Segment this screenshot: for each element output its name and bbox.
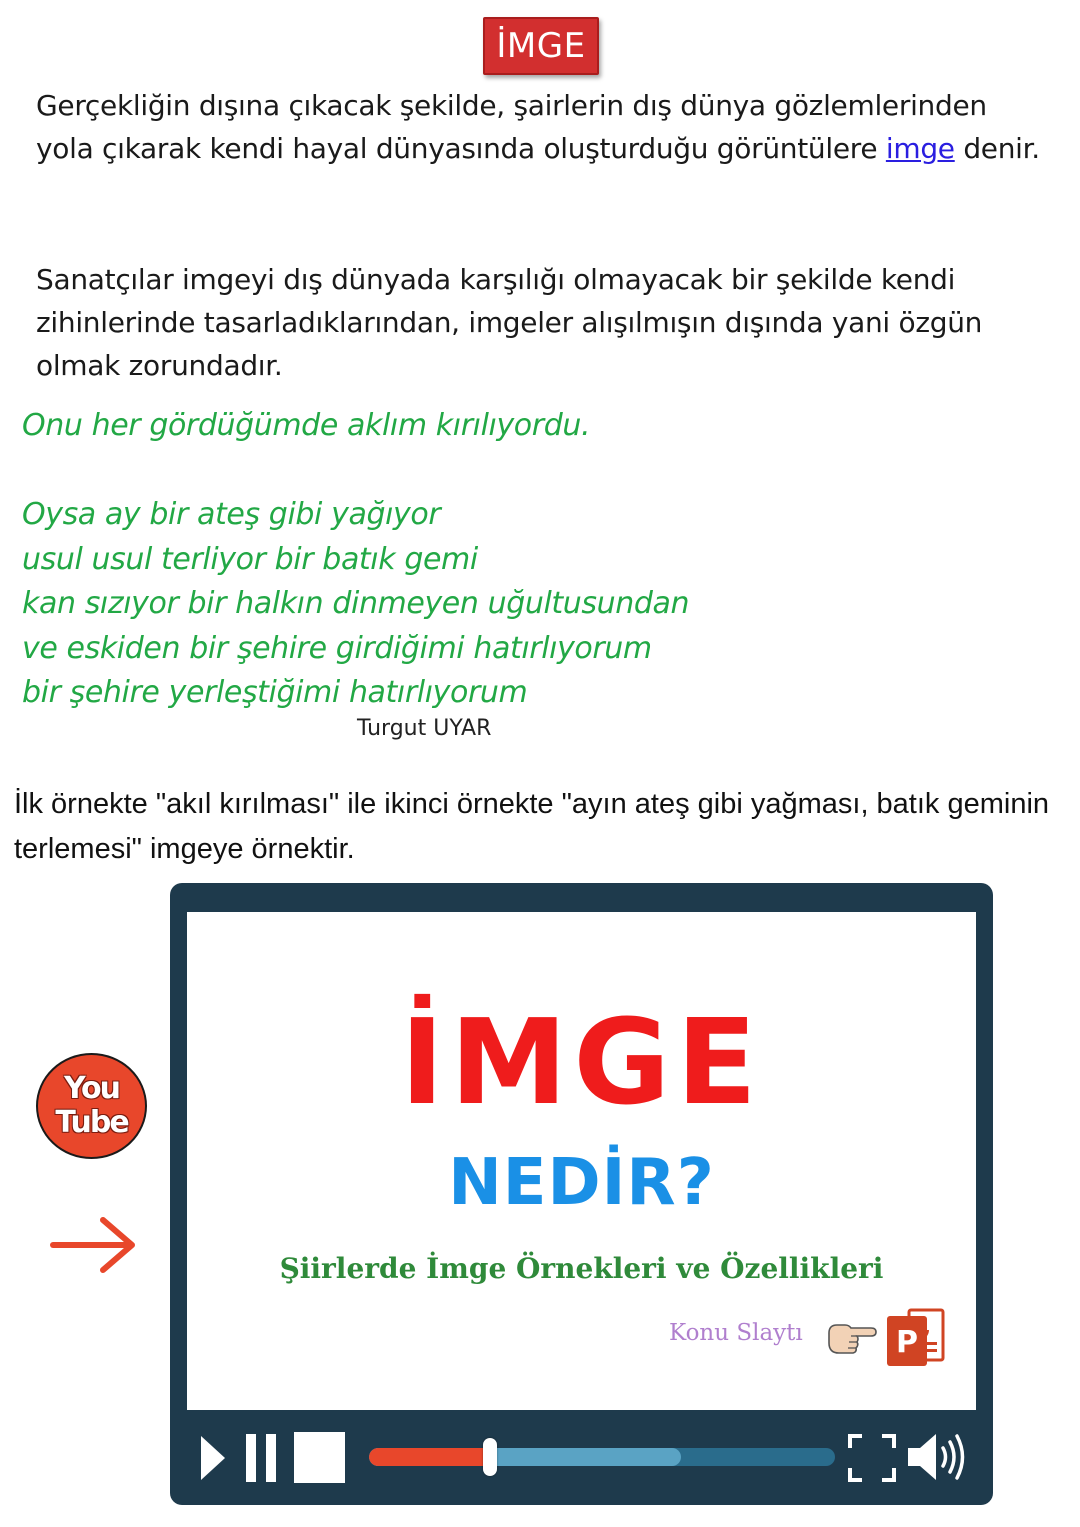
ppt-letter: P [896, 1325, 918, 1360]
definition-paragraph [36, 84, 1046, 170]
youtube-tube-text: Tube [55, 1105, 128, 1140]
poem-line: kan sızıyor bir halkın dinmeyen uğultusundan [22, 586, 690, 621]
stop-icon[interactable] [294, 1432, 345, 1483]
volume-icon[interactable] [906, 1430, 968, 1484]
poem-line: usul usul terliyor bir batık gemi [22, 541, 478, 577]
slide-label: Konu Slaytı [669, 1320, 803, 1346]
video-thumbnail[interactable] [187, 912, 976, 1410]
explanation-paragraph: İlk örnekte "akıl kırılması" ile ikinci örnekte "ayın ateş gibi yağması, batık geminin terlemesi" imgeye örnektir. [14, 788, 1050, 865]
arrow-right-icon [50, 1216, 138, 1274]
fullscreen-icon[interactable] [848, 1434, 896, 1482]
video-player[interactable] [170, 883, 993, 1505]
poem-line: Oysa ay bir ateş gibi yağıyor [22, 497, 441, 532]
definition-text-end: denir. [954, 132, 1040, 165]
progress-handle[interactable] [483, 1438, 497, 1476]
pointing-hand-icon [825, 1319, 877, 1359]
youtube-you-text: You [64, 1071, 119, 1106]
poem-line: ve eskiden bir şehire girdiğimi hatırlıyorum [22, 630, 652, 666]
imge-link[interactable]: imge [885, 132, 955, 165]
video-description: Şiirlerde İmge Örnekleri ve Özellikleri [279, 1252, 884, 1285]
poem-line: bir şehire yerleştiğimi hatırlıyorum [22, 675, 528, 710]
poem-author: Turgut UYAR [357, 716, 492, 741]
page-title-badge [483, 17, 599, 75]
progress-played [369, 1448, 490, 1466]
youtube-icon[interactable] [36, 1053, 147, 1159]
definition-text: Gerçekliğin dışına çıkacak şekilde, şairlerin dış dünya gözlemlerinden yola çıkarak kendi hayal dünyasında oluşturduğu görüntülere [36, 89, 987, 165]
originality-paragraph: Sanatçılar imgeyi dış dünyada karşılığı olmayacak bir şekilde kendi zihinlerinde tasarladıklarından, imgeler alışılmışın dışında yani özgün olmak zorundadır. [36, 263, 983, 382]
play-icon[interactable] [199, 1434, 227, 1482]
poem-example-1: Onu her gördüğümde aklım kırılıyordu. [22, 408, 591, 443]
poem-example-2 [22, 493, 689, 716]
progress-track[interactable] [369, 1448, 835, 1466]
page-title: İMGE [496, 26, 586, 66]
powerpoint-icon [885, 1302, 947, 1368]
video-title: İMGE [400, 993, 763, 1131]
player-controls [170, 1410, 993, 1505]
video-subtitle: NEDİR? [448, 1146, 715, 1220]
pause-icon[interactable] [245, 1434, 279, 1482]
